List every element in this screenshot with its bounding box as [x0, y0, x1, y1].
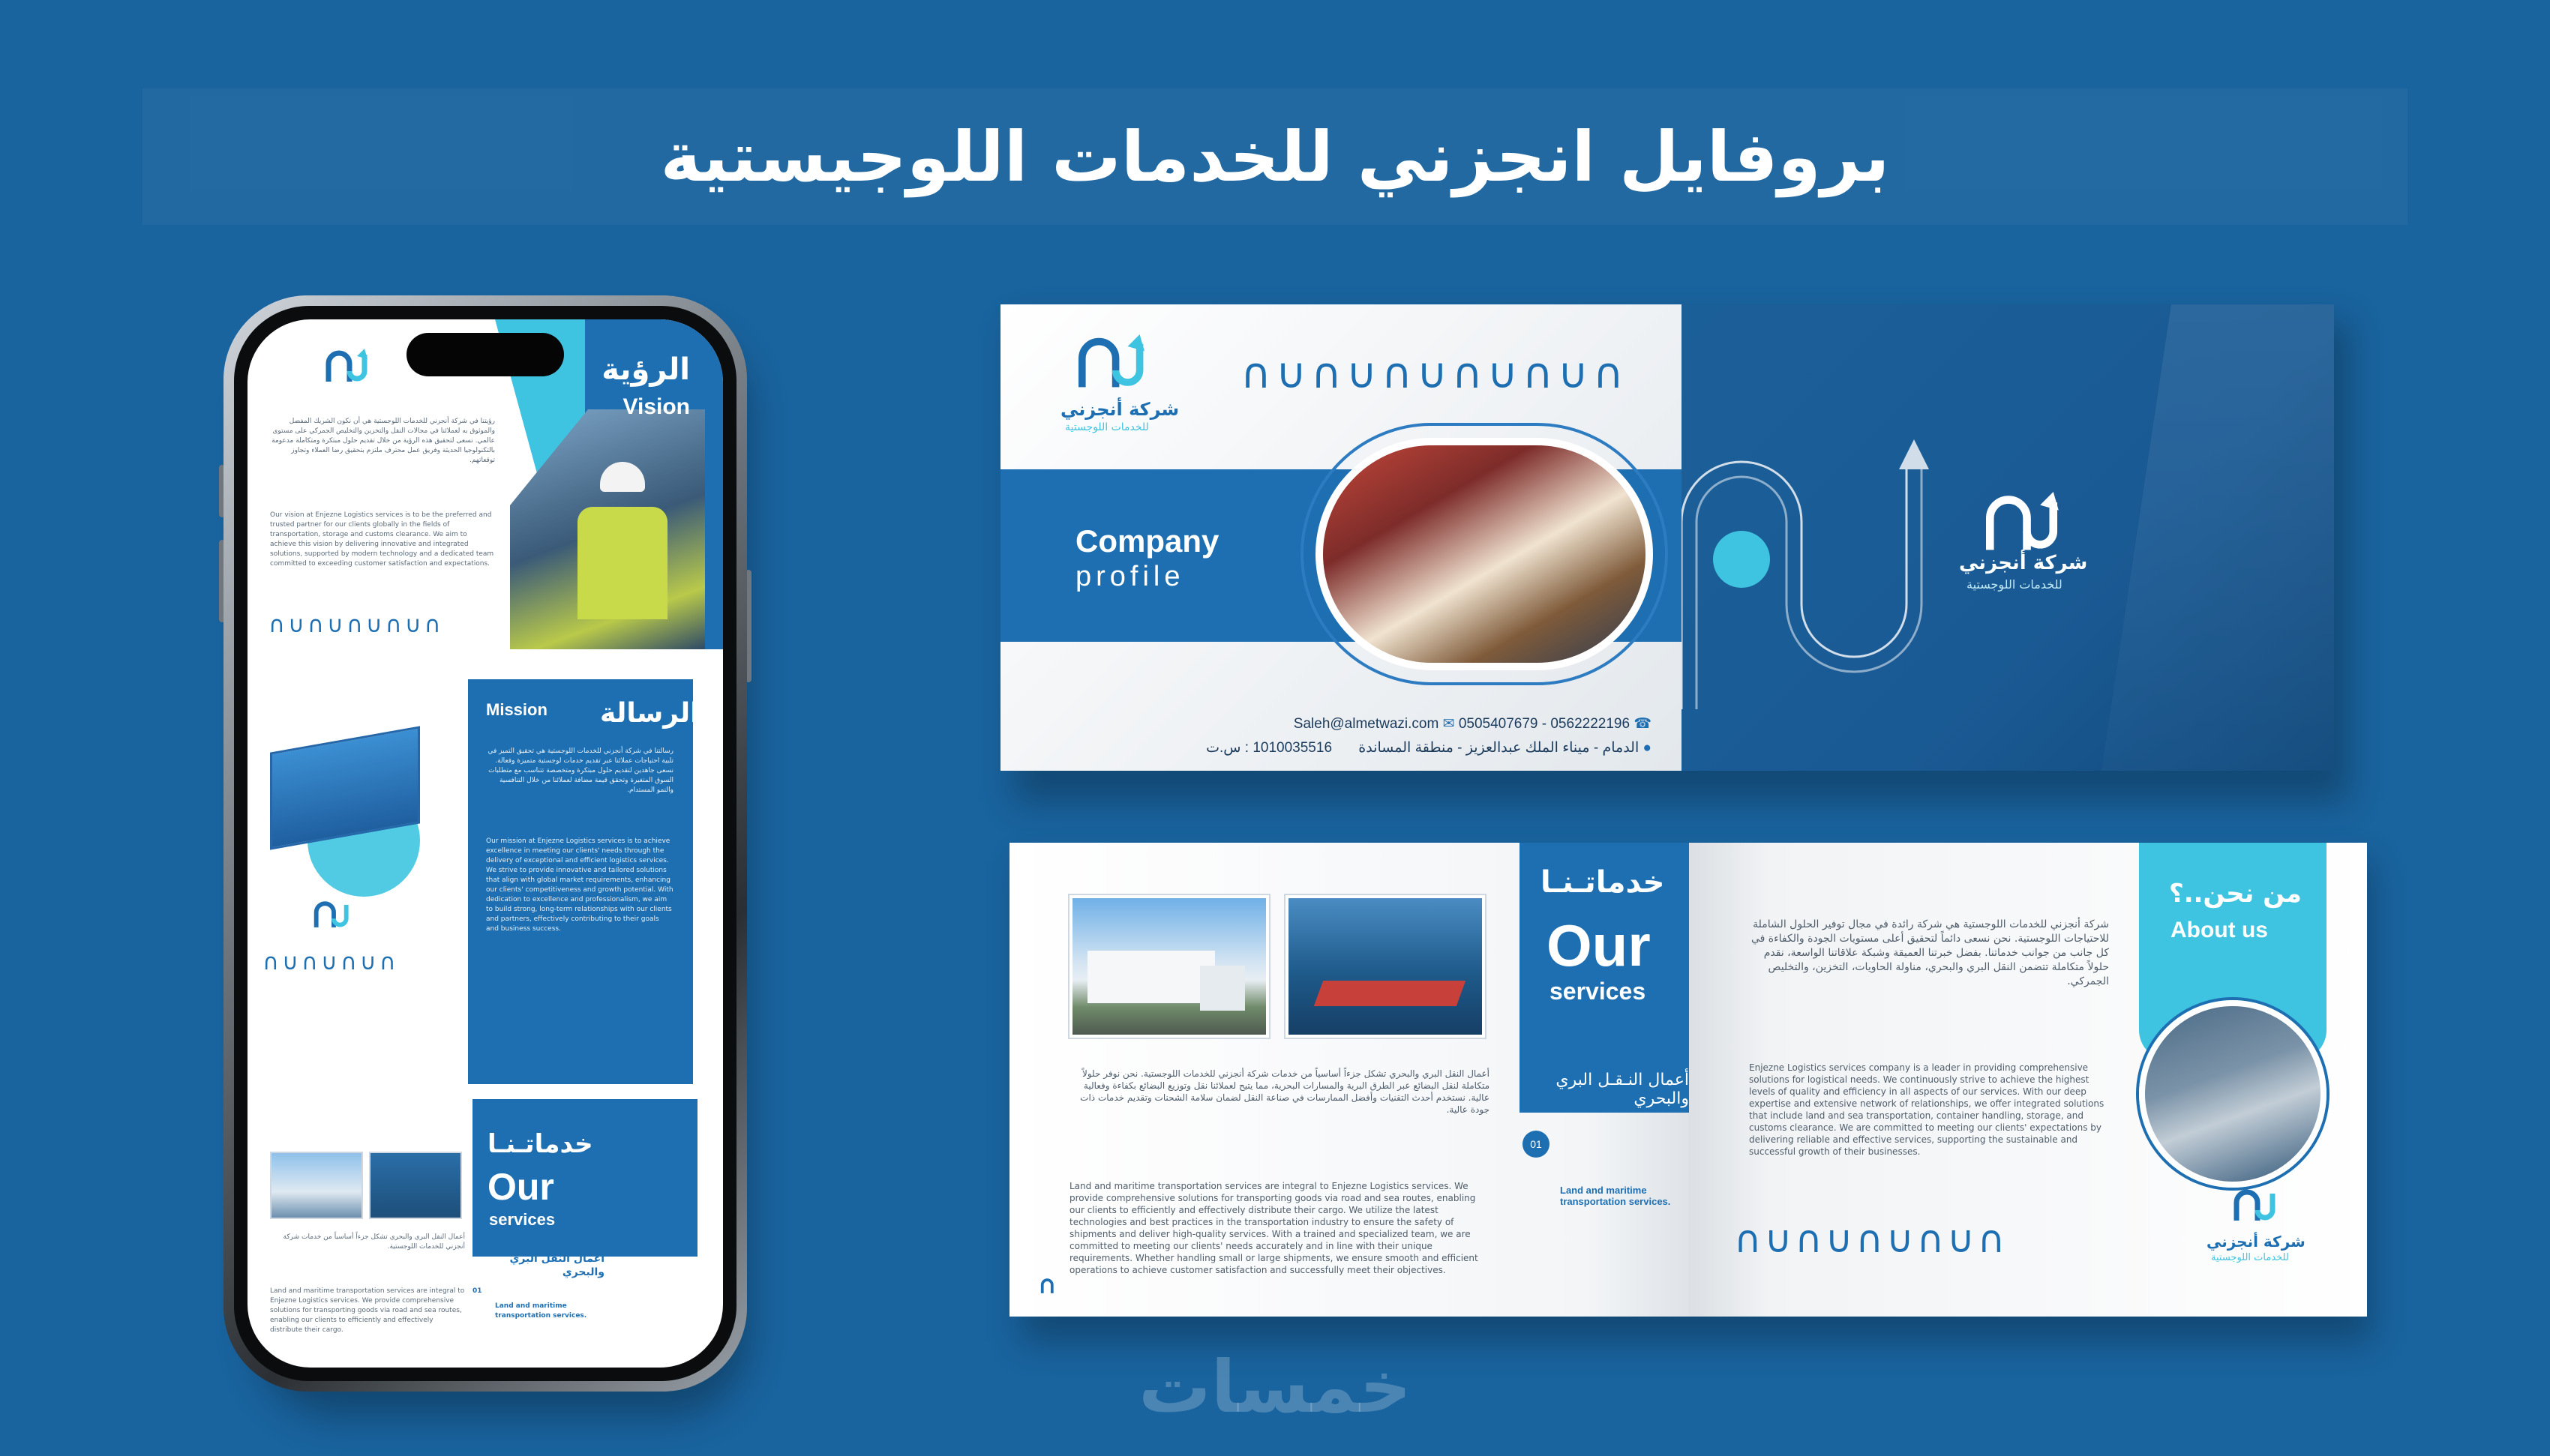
email-icon: ✉ [1442, 716, 1459, 732]
mission-text-ar: رسالتنا في شركة أنجزني للخدمات اللوجستية هي تحقيق التميز في تلبية احتياجات عملائنا عبر تقديم خدمات لوجستية متميزة وفعالة. نسعى جاهدين لتقديم حلول مبتكرة ومتخصصة تتناسب مع متطلبات السوق المتغيرة وتحقق قيمة مضافة لعملائنا من خلال التنافسية والنمو المستدام. [488, 747, 674, 794]
mission-title-ar: الرسالة [600, 698, 700, 729]
about-logo-icon [2230, 1188, 2276, 1228]
ship-photo [1286, 895, 1485, 1038]
worker-vest [578, 507, 668, 619]
port-photo [2139, 1000, 2326, 1188]
mission-text-en: Our mission at Enjezne Logistics services is to achieve excellence in meeting our clients' needs through the delivery of exceptional and efficient logistics services. We strive to provide innovative and tailored solutions that align with global market requirements, enhancing our clients' competitiveness and growth potential. With dedication to excellence and professionalism, we aim to build strong, long-term relationships with our clients and partners, effectively contributing to their goals and business success. [486, 837, 674, 933]
truck-trailer [1088, 951, 1215, 1003]
land-title-en: Land and maritime transportation services. [495, 1302, 587, 1320]
logo-icon [322, 349, 368, 386]
about-logo-sub: للخدمات اللوجستية [2211, 1252, 2289, 1263]
services-text-ar: أعمال النقل البري والبحري تشكل جزءاً أساسياً من خدمات شركة أنجزني للخدمات اللوجستية. [283, 1233, 465, 1251]
services-title-our: Our [488, 1166, 554, 1208]
page-logo-icon [1040, 1278, 1060, 1299]
address-text: الدمام - ميناء الملك عبدالعزيز - منطقة المساندة [1358, 740, 1640, 756]
land-title-en: Land and maritime transportation services. [1560, 1185, 1671, 1207]
logo-icon [2230, 1188, 2276, 1225]
phone-screen [248, 319, 723, 1368]
about-title-en: About us [2170, 918, 2268, 942]
truck-cab [1200, 966, 1245, 1011]
spread-left-page [1010, 843, 1689, 1317]
services-text-en: Land and maritime transportation services are integral to Enjezne Logistics services. We provide comprehensive solutions for transporting goods via road and sea routes, enabling our clients to efficiently and effectively distribute their cargo. [270, 1287, 465, 1334]
cover-company-label: Company [1076, 523, 1220, 559]
cr-text: 1010035516 : س.ت [1206, 740, 1333, 756]
services-title-ar: خدماتـنـا [1540, 865, 1665, 900]
services-title-our: Our [1546, 912, 1651, 978]
wave-pattern: ∩∪∩∪∩∪∩∪∩∪∩ [1240, 349, 1628, 398]
services-title-en: services [489, 1210, 556, 1229]
about-logo-name: شركة أنجزني [2206, 1233, 2306, 1251]
watermark-logo: خمسات [1138, 1345, 1412, 1429]
company-logo [292, 889, 368, 942]
warehouse-photo [1316, 438, 1653, 670]
back-logo-icon [1978, 492, 2060, 561]
logo-icon [311, 900, 349, 931]
section-number: 01 [1522, 1131, 1550, 1158]
page-title: بروفايل انجزني للخدمات اللوجيستية [660, 116, 1890, 197]
about-text-ar: شركة أنجزني للخدمات اللوجستية هي شركة رائدة في مجال توفير الحلول الشاملة للاحتياجات اللوجستية. نحن نسعى دائماً لتحقيق أعلى مستويات الجودة والكفاءة في كل جانب من جوانب خدماتنا. بفضل خبرتنا العميقة وشبكة علاقاتنا الواسعة، نقدم حلولاً متكاملة تتضمن النقل البري والبحري، مناولة الحاويات، التخزين، والتخليص الجمركي. [1750, 918, 2109, 987]
location-icon: ● [1639, 740, 1652, 756]
cover-logo-sub: للخدمات اللوجستية [1065, 421, 1149, 433]
phone-dynamic-island [406, 333, 564, 376]
about-title-ar: من نحن..؟ [2169, 879, 2302, 909]
phone-icon: ☎ [1634, 716, 1652, 732]
truck-photo [1070, 895, 1269, 1038]
logo-icon [1040, 1278, 1060, 1296]
mission-title-en: Mission [486, 700, 548, 719]
section-number: 01 [472, 1287, 482, 1295]
contact-address [1206, 739, 1652, 756]
services-title-ar: خدماتـنـا [488, 1129, 593, 1159]
cover-profile-label: profile [1076, 561, 1185, 592]
wave-pattern: ∩∪∩∪∩∪∩∪∩ [268, 612, 444, 638]
phones-text: 0505407679 - 0562222196 [1458, 716, 1630, 732]
company-logo [300, 337, 390, 397]
vision-text-ar: رؤيتنا في شركة أنجزني للخدمات اللوجستية هي أن نكون الشريك المفضل والموثوق به لعملائنا في مجالات النقل والتخزين والتخليص الجمركي على مستوى عالمي. نسعى لتحقيق هذه الرؤية من خلال تقديم حلول مبتكرة ومتكاملة مدعومة بالتكنولوجيا الحديثة وفريق عمل محترف ملتزم بتحقيق رضا العملاء وتجاوز توقعاتهم. [272, 418, 495, 464]
large-logo-mark [1682, 409, 1952, 709]
cover-logo-name: شركة أنجزني [1060, 399, 1180, 420]
worker-silhouette-photo [2102, 304, 2334, 771]
cover-back-page [1682, 304, 2334, 771]
spread-right-page [1689, 843, 2367, 1317]
back-logo-sub: للخدمات اللوجستية [1966, 577, 2062, 592]
wave-pattern: ∩∪∩∪∩∪∩∪∩ [1734, 1218, 2008, 1261]
ship-photo [369, 1152, 462, 1219]
logo-icon [1072, 334, 1144, 394]
back-logo-name: شركة أنجزني [1959, 552, 2088, 574]
land-title-ar: أعمال النـقـل البري والبحري [1556, 1071, 1689, 1108]
email-text: Saleh@almetwazi.com [1293, 716, 1439, 732]
vision-title-en: Vision [622, 394, 690, 419]
logo-icon [1978, 492, 2060, 558]
vision-text-en: Our vision at Enjezne Logistics services is to be the preferred and trusted partner for our clients globally in the fields of transportation, storage and customs clearance. We aim to achieve this vision by delivering innovative and integrated solutions, supported by modern technology and a dedicated team committed to exceeding customer satisfaction and expectations. [270, 511, 494, 568]
vision-title-ar: الرؤية [602, 352, 690, 387]
cover-logo-icon [1072, 334, 1144, 397]
truck-photo [270, 1152, 363, 1219]
contact-email-phones [1294, 715, 1652, 732]
services-text-ar: أعمال النقل البري والبحري تشكل جزءاً أساسياً من خدمات شركة أنجزني للخدمات اللوجستية. نحن نوفر حلولاً متكاملة لنقل البضائع عبر الطرق البرية والمسارات البحرية، مما يتيح لعملائنا نقل وتوزيع البضائع بكفاءة وفعالية عالية. نستخدم أحدث التقنيات وأفضل الممارسات في صناعة النقل لضمان سلامة الشحنات وتقديم خدمات ذات جودة عالية. [1080, 1068, 1490, 1115]
cover-front-page [1000, 304, 1682, 771]
services-title-en: services [1550, 978, 1646, 1005]
ship-hull [1314, 981, 1466, 1006]
land-title-ar: أعمال النقل البري والبحري [509, 1253, 604, 1278]
wave-pattern: ∩∪∩∪∩∪∩ [262, 949, 399, 975]
services-text-en: Land and maritime transportation services are integral to Enjezne Logistics services. We provide comprehensive solutions for transporting goods via road and sea routes, enabling our clients to efficiently and effectively distribute their cargo. We utilize the latest technologies and best practices in the transportation industry to ensure the safety of shipments and deliver high-quality services. With a trained and specialized team, we are committed to meeting our clients' needs accurately and in line with their unique requirements. Whether handling small or large shipments, we ensure smooth and efficient operations to achieve customer satisfaction and successfully meet their objectives. [1070, 1181, 1478, 1275]
about-text-en: Enjezne Logistics services company is a leader in providing comprehensive solutions for logistical needs. We continuously strive to achieve the highest levels of quality and efficiency in all aspects of our services. With our deep expertise and extensive network of relationships, we offer integrated solutions that include land and sea transportation, container handling, storage, and customs clearance. We are committed to meeting our clients' expectations by delivering reliable and effective services, supporting the sustainable and successful growth of their businesses. [1749, 1062, 2104, 1157]
